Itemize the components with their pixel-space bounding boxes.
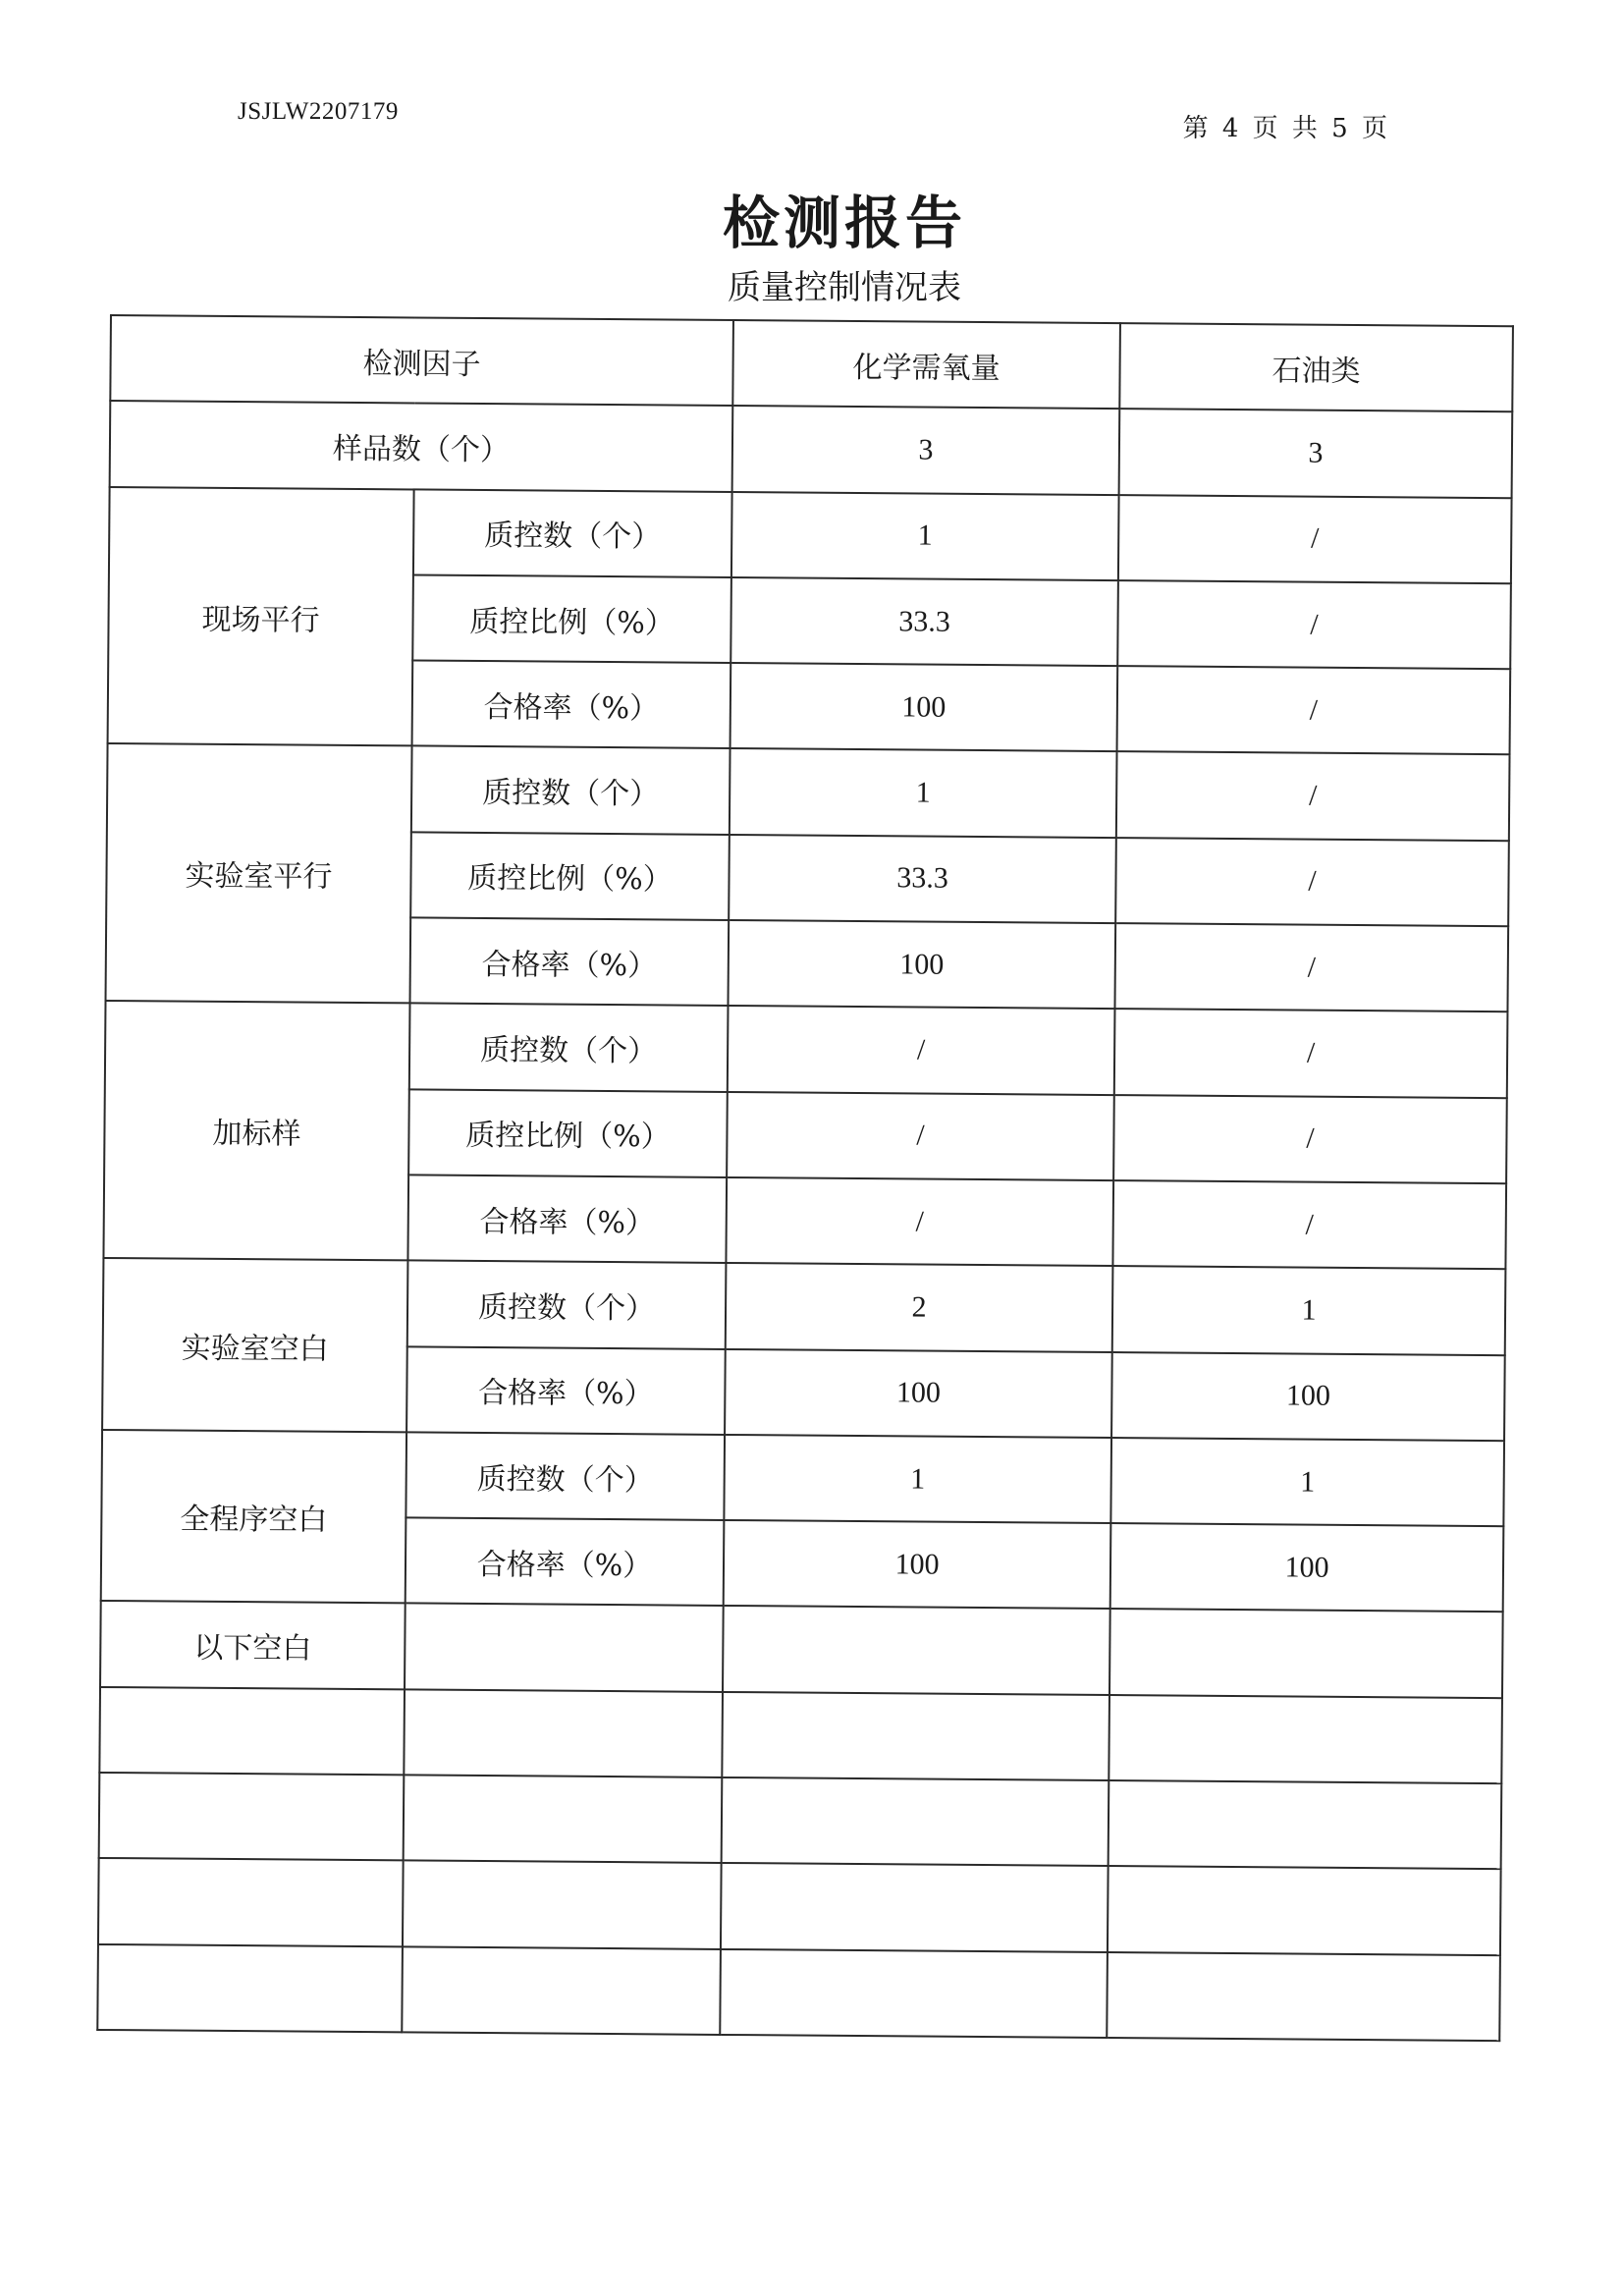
- blank-cell: [405, 1604, 724, 1692]
- table-row: [109, 487, 1512, 584]
- blank-cell: [99, 1773, 405, 1861]
- cell-value: 100: [1111, 1352, 1505, 1441]
- blank-cell: [404, 1775, 723, 1863]
- cell-value: /: [1117, 666, 1511, 754]
- blank-cell: [722, 1692, 1109, 1780]
- row-label: 质控数（个）: [406, 1432, 725, 1520]
- cell-value: /: [1112, 1180, 1506, 1269]
- blank-cell: [1109, 1780, 1502, 1869]
- cell-value: 100: [728, 920, 1115, 1009]
- cell-value: /: [1117, 580, 1511, 669]
- table-row: [105, 1001, 1508, 1098]
- end-marker-row: [100, 1601, 1503, 1698]
- row-label: 质控比例（%）: [408, 1089, 728, 1177]
- end-marker-label: 以下空白: [100, 1601, 406, 1689]
- cell-value: 33.3: [729, 835, 1116, 923]
- group-label: 实验室平行: [106, 743, 412, 1003]
- row-label: 质控数（个）: [411, 746, 730, 835]
- table-row: [107, 743, 1510, 841]
- blank-row: [99, 1773, 1502, 1870]
- table-row: [103, 1258, 1506, 1355]
- cell-value: 1: [731, 492, 1119, 580]
- cell-value: 100: [725, 1349, 1112, 1438]
- cell-value: 1: [1110, 1438, 1504, 1526]
- report-id: JSJLW2207179: [238, 98, 399, 125]
- cell-value: 100: [724, 1520, 1111, 1609]
- page-number: 第 4 页 共 5 页: [1182, 114, 1387, 143]
- blank-cell: [97, 1944, 403, 2033]
- cell-value: /: [1116, 752, 1510, 841]
- sample-count-label: 样品数（个）: [110, 401, 733, 491]
- col-header-cod: 化学需氧量: [732, 320, 1120, 409]
- blank-cell: [721, 1863, 1109, 1951]
- row-label: 质控数（个）: [407, 1261, 727, 1349]
- col-header-petroleum: 石油类: [1119, 323, 1513, 411]
- table-header-row: [110, 315, 1513, 412]
- blank-cell: [402, 1946, 721, 2035]
- blank-cell: [99, 1687, 405, 1776]
- row-label: 合格率（%）: [409, 918, 729, 1007]
- cell-value: 1: [1112, 1266, 1506, 1354]
- row-label: 质控数（个）: [409, 1004, 729, 1092]
- table-row: [101, 1430, 1504, 1527]
- report-title: 检测报告: [722, 190, 966, 256]
- blank-row: [99, 1687, 1502, 1784]
- row-label: 合格率（%）: [406, 1518, 725, 1607]
- blank-cell: [1109, 1609, 1503, 1697]
- row-label: 合格率（%）: [407, 1175, 727, 1263]
- cell-value: 100: [1110, 1523, 1504, 1612]
- cell-value: /: [728, 1006, 1115, 1094]
- cell-value: /: [1118, 495, 1512, 583]
- cell-value: 100: [730, 663, 1118, 751]
- cell-value: /: [727, 1092, 1114, 1180]
- group-label: 全程序空白: [101, 1430, 406, 1604]
- blank-row: [98, 1858, 1501, 1955]
- quality-control-table: [96, 314, 1514, 2042]
- blank-cell: [403, 1861, 722, 1949]
- blank-row: [97, 1944, 1500, 2042]
- sample-count-petroleum: 3: [1119, 409, 1513, 497]
- blank-cell: [1109, 1695, 1502, 1783]
- cell-value: 2: [726, 1263, 1113, 1351]
- blank-cell: [404, 1689, 723, 1777]
- cell-value: /: [1113, 1095, 1507, 1183]
- blank-cell: [720, 1949, 1108, 2038]
- cell-value: 1: [724, 1435, 1111, 1523]
- row-label: 合格率（%）: [406, 1346, 726, 1435]
- cell-value: 1: [730, 748, 1117, 837]
- sample-count-row: [110, 401, 1513, 498]
- row-label: 合格率（%）: [412, 661, 731, 749]
- blank-cell: [98, 1858, 404, 1946]
- group-label: 实验室空白: [102, 1258, 407, 1432]
- sample-count-cod: 3: [732, 406, 1120, 494]
- cell-value: 33.3: [730, 577, 1118, 666]
- cell-value: /: [1114, 1009, 1508, 1097]
- factor-header: 检测因子: [110, 315, 733, 406]
- row-label: 质控数（个）: [413, 489, 732, 577]
- group-label: 加标样: [103, 1001, 409, 1260]
- cell-value: /: [1114, 923, 1508, 1011]
- blank-cell: [722, 1777, 1109, 1866]
- blank-cell: [1108, 1866, 1501, 1954]
- table-subtitle: 质量控制情况表: [728, 268, 961, 307]
- cell-value: /: [726, 1177, 1113, 1266]
- group-label: 现场平行: [108, 487, 414, 746]
- blank-cell: [723, 1606, 1110, 1694]
- blank-cell: [1107, 1952, 1500, 2041]
- row-label: 质控比例（%）: [410, 832, 730, 920]
- cell-value: /: [1115, 838, 1509, 926]
- row-label: 质控比例（%）: [412, 574, 731, 663]
